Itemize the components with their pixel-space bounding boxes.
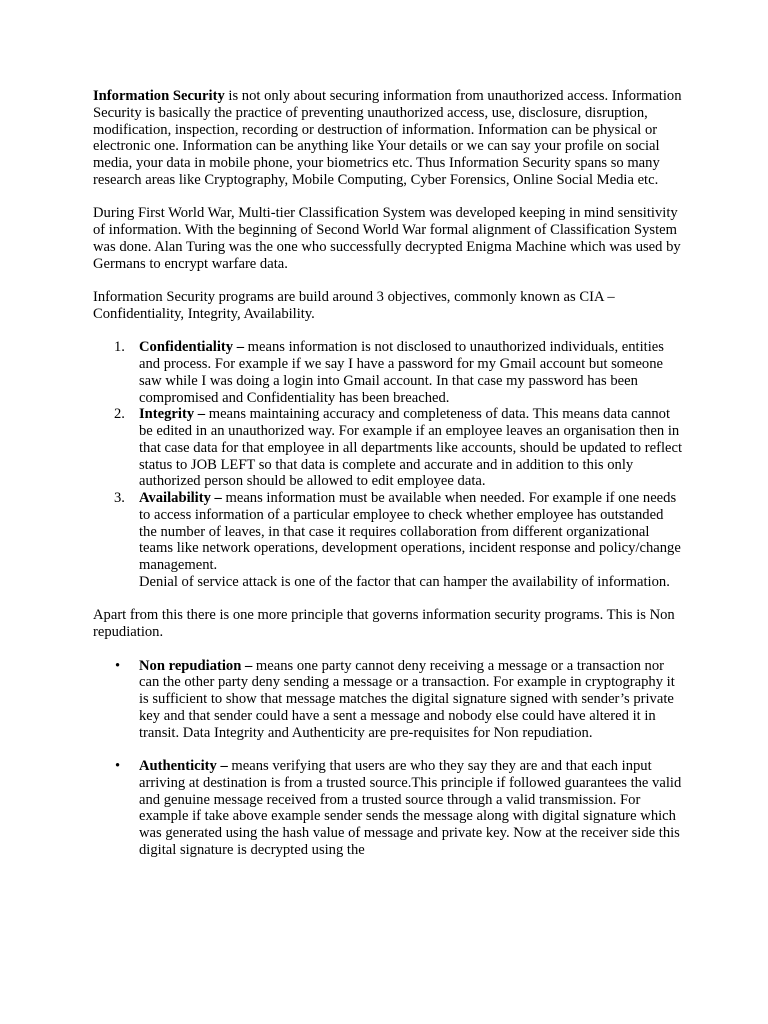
- principle-text: means verifying that users are who they say they are and that each input arriving at destination is from a trusted source.This principle if followed guarantees the valid and genuine message received from a trusted source through a valid transmission. For example if take above example sender sends the message along with digital signature which was generated using the hash value of message and private key. Now at the receiver side this digital signature is decrypted using the: [139, 758, 682, 858]
- principle-item-authenticity: [93, 758, 683, 859]
- bullet-icon: •: [115, 758, 121, 774]
- intro-term: Information Security: [93, 88, 225, 104]
- cia-extra-text: Denial of service attack is one of the factor that can hamper the availability of information.: [139, 573, 670, 590]
- principle-text: means one party cannot deny receiving a message or a transaction nor can the other party deny sending a message or a transaction. For example in cryptography it is sufficient to show that message matches the digital signature signed with sender’s private key and that sender could have a sent a message and nobody else could have altered it in transit. Data Integrity and Authenticity are pre-requisites for Non repudiation.: [139, 657, 675, 741]
- list-number: 2.: [114, 406, 125, 423]
- principle-term: Authenticity –: [139, 758, 228, 774]
- non-repudiation-intro: Apart from this there is one more principle that governs information security programs. This is Non repudiation.: [93, 607, 675, 640]
- cia-item-confidentiality: [93, 339, 683, 406]
- intro-text: is not only about securing information from unauthorized access. Information Security is basically the practice of preventing unauthorized access, use, disclosure, disruption, modification, inspection, recording or destruction of information. Information can be physical or electronic one. Information can be anything like Your details or we can say your profile on social media, your data in mobile phone, your biometrics etc. Thus Information Security spans so many research areas like Cryptography, Mobile Computing, Cyber Forensics, Online Social Media etc.: [93, 88, 682, 188]
- cia-intro-paragraph: Information Security programs are build around 3 objectives, commonly known as CIA – Confidentiality, Integrity, Availability.: [93, 289, 615, 322]
- cia-text: means information must be available when needed. For example if one needs to access information of a particular employee to check whether employee has outstanded the number of leaves, in that case it requires collaboration from different organizational teams like network operations, development operations, incident response and policy/change management.: [139, 490, 681, 573]
- cia-text: means information is not disclosed to unauthorized individuals, entities and process. For example if we say I have a password for my Gmail account but someone saw while I was doing a login into Gmail account. In that case my password has been compromised and Confidentiality has been breached.: [139, 339, 664, 406]
- cia-term: Availability –: [139, 490, 222, 506]
- list-number: 3.: [114, 490, 125, 506]
- cia-list: [93, 339, 683, 590]
- principle-item-non-repudiation: [93, 658, 683, 742]
- principle-term: Non repudiation –: [139, 657, 253, 674]
- cia-term: Confidentiality –: [139, 339, 244, 356]
- intro-paragraph: [93, 88, 683, 189]
- history-paragraph: During First World War, Multi-tier Classification System was developed keeping in mind sensitivity of information. With the beginning of Second World War formal alignment of Classification System was done. Alan Turing was the one who successfully decrypted Enigma Machine which was used by Germans to encrypt warfare data.: [93, 205, 681, 272]
- cia-term: Integrity –: [139, 406, 206, 423]
- bullet-icon: •: [115, 657, 121, 674]
- list-number: 1.: [114, 339, 125, 356]
- document-body: [93, 88, 683, 875]
- cia-text: means maintaining accuracy and completeness of data. This means data cannot be edited in an unauthorized way. For example if an employee leaves an organisation then in that case data for that employee in all departments like accounts, should be updated to reflect status to JOB LEFT so that data is complete and accurate and in addition to this only authorized person should be allowed to edit employee data.: [139, 406, 683, 490]
- principles-list: [93, 658, 683, 859]
- cia-item-integrity: [93, 406, 683, 490]
- cia-item-availability: [93, 490, 683, 591]
